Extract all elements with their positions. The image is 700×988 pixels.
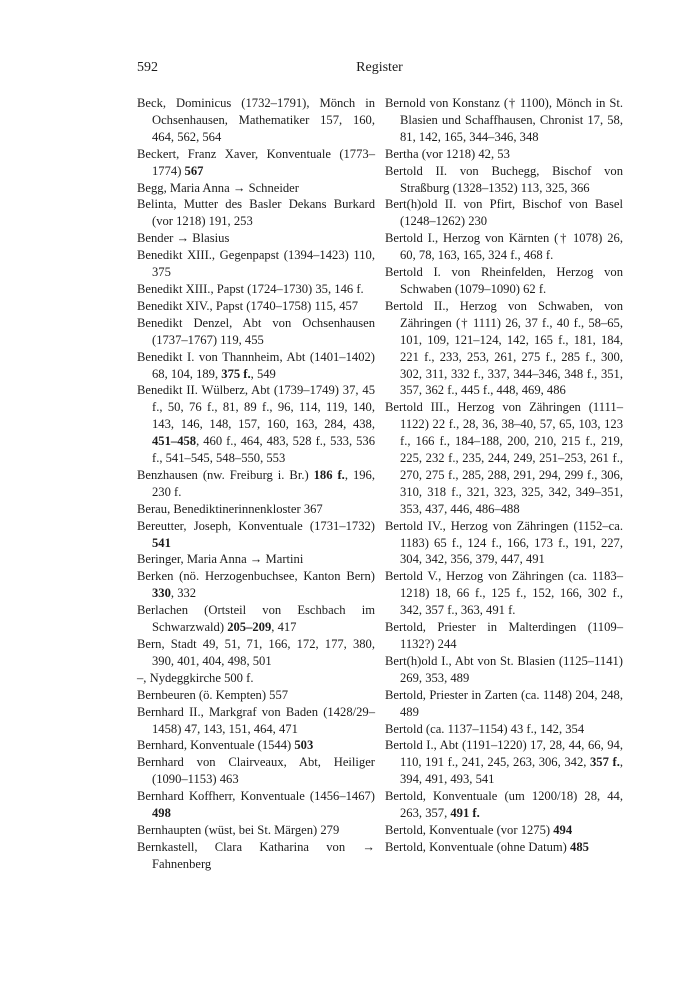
index-entry: Benzhausen (nw. Freiburg i. Br.) 186 f., 196, 230 f. [137,467,375,499]
bold-page-ref: 186 f. [313,467,345,482]
index-entry: Bertold IV., Herzog von Zähringen (1152–ca. 1183) 65 f., 124 f., 166, 173 f., 191, 227, 304, 342, 356, 379, 447, 491 [385,518,623,567]
index-entry: Bertold, Konventuale (ohne Datum) 485 [385,839,589,854]
page-number: 592 [137,60,158,75]
index-entry: Bernhaupten (wüst, bei St. Märgen) 279 [137,822,340,837]
bold-page-ref: 541 [152,535,171,550]
index-entry: Benedikt XIII., Papst (1724–1730) 35, 146 f. [137,281,364,296]
bold-page-ref: 491 f. [450,806,480,821]
bold-page-ref: 498 [152,806,171,821]
bold-page-ref: 485 [570,839,589,854]
index-entry: Bertold, Priester in Malterdingen (1109–1132?) 244 [385,620,623,651]
index-entry: Bereutter, Joseph, Konventuale (1731–1732) 541 [137,518,375,550]
index-entry: –, Nydeggkirche 500 f. [137,670,254,685]
index-entry: Bernhard Koffherr, Konventuale (1456–1467) 498 [137,789,375,821]
index-entry: Belinta, Mutter des Basler Dekans Burkard (vor 1218) 191, 253 [137,197,375,229]
index-entry: Bertold III., Herzog von Zähringen (1111–1122) 22 f., 28, 36, 38–40, 57, 65, 103, 123 f., 166 f., 184–188, 200, 210, 215 f., 219, 225, 232 f., 235, 244, 249, 251–253, 261 f., 270, 275 f., 285, 288, 291, 294, 299 f., 306, 310, 318 f., 321, 323, 325, 342, 349–351, 353, 437, 446, 486–488 [385,400,623,516]
index-entry: Bender → Blasius [137,231,230,246]
index-entry: Bernhard, Konventuale (1544) 503 [137,738,314,753]
index-entry: Berken (nö. Herzogenbuchsee, Kanton Bern) 330, 332 [137,569,375,601]
index-entry: Berlachen (Ortsteil von Eschbach im Schwarzwald) 205–209, 417 [137,603,375,635]
index-entry: Bertold, Konventuale (vor 1275) 494 [385,822,573,837]
index-entry: Beckert, Franz Xaver, Konventuale (1773–1774) 567 [137,146,375,178]
bold-page-ref: 503 [294,738,314,753]
bold-page-ref: 375 f. [221,366,251,381]
index-entry: Bertold I. von Rheinfelden, Herzog von Schwaben (1079–1090) 62 f. [385,265,623,296]
index-entry: Bertha (vor 1218) 42, 53 [385,146,510,161]
index-entry: Benedikt I. von Thannheim, Abt (1401–1402) 68, 104, 189, 375 f., 549 [137,349,375,381]
index-entry: Bertold I., Abt (1191–1220) 17, 28, 44, 66, 94, 110, 191 f., 241, 245, 263, 306, 342, 357 f., 394, 491, 493, 541 [385,738,623,787]
index-entry: Bernkastell, Clara Katharina von → Fahnenberg [137,839,375,871]
bold-page-ref: 494 [553,822,573,837]
index-entry: Bertold II. von Buchegg, Bischof von Straßburg (1328–1352) 113, 325, 366 [385,163,623,195]
index-entry: Bernhard II., Markgraf von Baden (1428/29–1458) 47, 143, 151, 464, 471 [137,704,375,736]
index-entry: Benedikt II. Wülberz, Abt (1739–1749) 37, 45 f., 50, 76 f., 81, 89 f., 96, 114, 119, 140, 143, 146, 148, 157, 160, 163, 284, 438, 451–458, 460 f., 464, 483, 528 f., 533, 536 f., 541–545, 548–550, 553 [137,383,375,466]
index-entry: Beringer, Maria Anna → Martini [137,552,304,567]
bold-page-ref: 567 [184,163,204,178]
page-header [137,60,622,80]
bold-page-ref: 451–458 [152,434,197,449]
index-entry: Benedikt XIV., Papst (1740–1758) 115, 457 [137,298,359,313]
index-entry: Bernold von Konstanz († 1100), Mönch in St. Blasien und Schaffhausen, Chronist 17, 58, 81, 142, 165, 344–346, 348 [385,96,623,144]
index-column-right [385,95,623,856]
index-column-left [137,95,375,873]
index-entry: Bertold, Konventuale (um 1200/18) 28, 44, 263, 357, 491 f. [385,789,623,821]
index-entry: Bertold II., Herzog von Schwaben, von Zähringen († 1111) 26, 37 f., 40 f., 58–65, 101, 109, 121–124, 142, 165 f., 181, 184, 221 f., 233, 253, 261, 275 f., 285 f., 300, 302, 311, 332 f., 337, 344–346, 348 f., 351, 357, 362 f., 445 f., 448, 469, 486 [385,298,623,398]
bold-page-ref: 330 [152,586,171,601]
index-entry: Bertold I., Herzog von Kärnten († 1078) 26, 60, 78, 163, 165, 324 f., 468 f. [385,231,623,263]
index-entry: Benedikt Denzel, Abt von Ochsenhausen (1737–1767) 119, 455 [137,315,375,347]
index-entry: Bernbeuren (ö. Kempten) 557 [137,687,289,702]
index-entry: Bertold (ca. 1137–1154) 43 f., 142, 354 [385,721,585,736]
index-entry: Begg, Maria Anna → Schneider [137,180,299,195]
index-entry: Benedikt XIII., Gegenpapst (1394–1423) 110, 375 [137,248,375,280]
bold-page-ref: 205–209 [227,620,272,635]
index-entry: Bertold V., Herzog von Zähringen (ca. 1183–1218) 18, 66 f., 125 f., 152, 166, 302 f., 342, 357 f., 363, 491 f. [385,569,623,618]
index-entry: Berau, Benediktinerinnenkloster 367 [137,501,323,516]
running-head: Register [356,60,403,75]
index-entry: Bert(h)old II. von Pfirt, Bischof von Basel (1248–1262) 230 [385,197,623,229]
bold-page-ref: 357 f. [590,755,620,770]
index-entry: Bert(h)old I., Abt von St. Blasien (1125–1141) 269, 353, 489 [385,653,623,685]
index-entry: Beck, Dominicus (1732–1791), Mönch in Ochsenhausen, Mathematiker 157, 160, 464, 562, 564 [137,96,375,144]
index-entry: Bernhard von Clairveaux, Abt, Heiliger (1090–1153) 463 [137,755,375,787]
index-entry: Bern, Stadt 49, 51, 71, 166, 172, 177, 380, 390, 401, 404, 498, 501 [137,637,375,668]
index-entry: Bertold, Priester in Zarten (ca. 1148) 204, 248, 489 [385,687,623,719]
